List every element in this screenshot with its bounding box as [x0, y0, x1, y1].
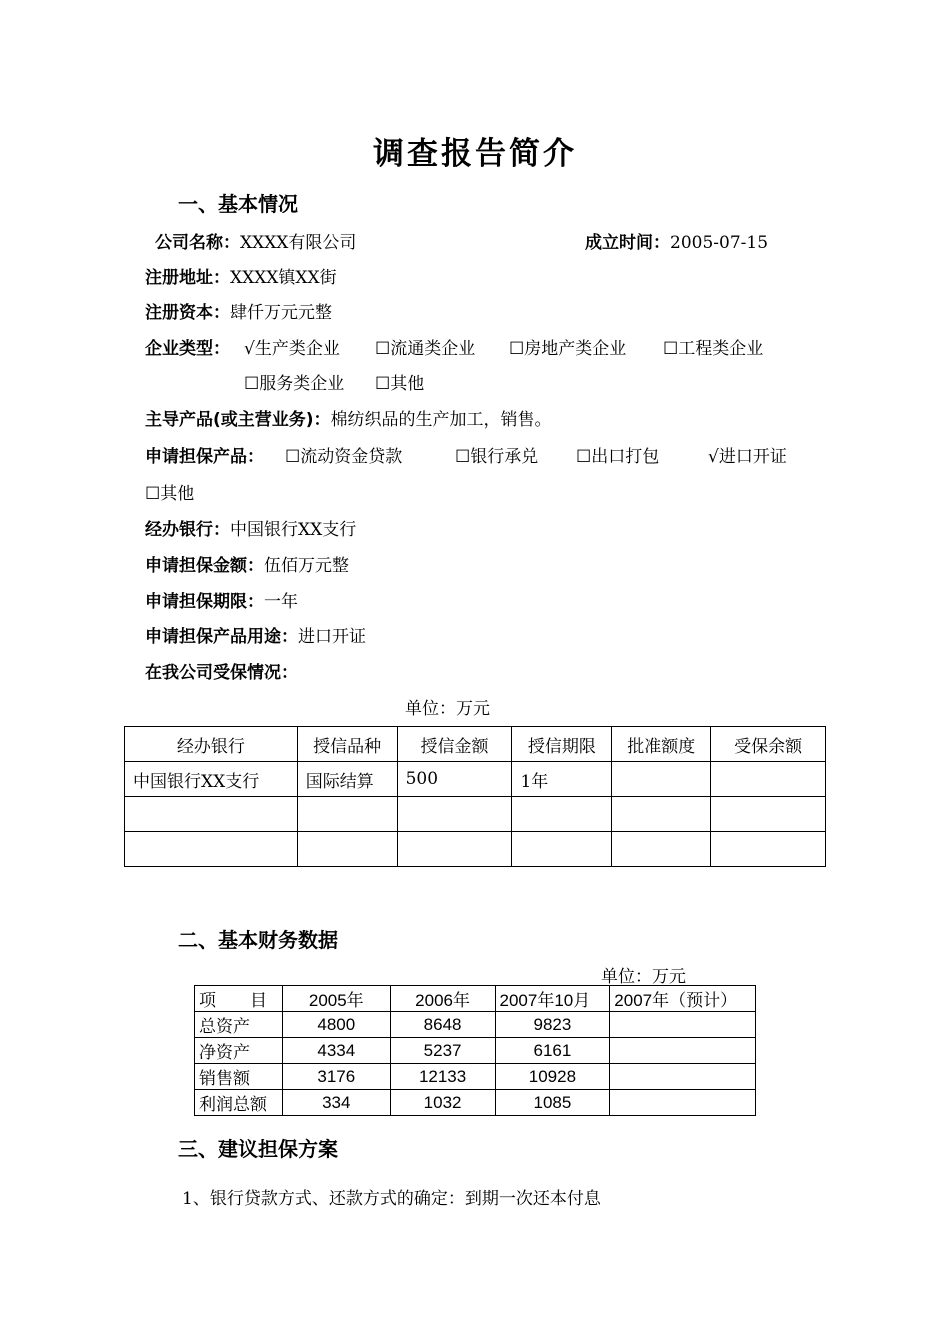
table-cell [612, 797, 711, 832]
row-label: 销售额 [195, 1064, 283, 1090]
column-header: 经办银行 [125, 727, 298, 762]
company-name-value: XXXX有限公司 [240, 233, 357, 253]
column-header: 2006年 [390, 986, 495, 1012]
company-type-label: 企业类型： [145, 339, 230, 359]
bank-value: 中国银行XX支行 [230, 520, 357, 540]
column-header: 授信期限 [512, 727, 612, 762]
company-type-option: ☐房地产类企业 [509, 339, 627, 359]
address-label: 注册地址： [145, 268, 230, 288]
guarantee-product-option: ☐流动资金贷款 [285, 447, 403, 467]
term-label: 申请担保期限： [145, 592, 264, 612]
term-line [145, 587, 298, 612]
table-row [195, 1090, 756, 1116]
column-header: 批准额度 [612, 727, 711, 762]
table-cell [297, 832, 397, 867]
term-value: 一年 [264, 592, 298, 612]
amount-value: 伍佰万元整 [264, 556, 349, 576]
table-header-row [125, 727, 826, 762]
row-label: 净资产 [195, 1038, 283, 1064]
usage-line [145, 622, 366, 647]
company-type-option: ☐其他 [375, 374, 425, 394]
plan-item: 1、银行贷款方式、还款方式的确定：到期一次还本付息 [182, 1189, 601, 1209]
section-heading-basic: 一、基本情况 [178, 192, 298, 216]
column-header: 2007年10月 [495, 986, 610, 1012]
table-cell [610, 1064, 756, 1090]
address-line [145, 263, 337, 288]
column-header: 项 目 [195, 986, 283, 1012]
table-cell: 4800 [282, 1012, 390, 1038]
company-type-option: ☐流通类企业 [375, 339, 476, 359]
guarantee-product-option: ☐出口打包 [576, 447, 660, 467]
usage-label: 申请担保产品用途： [145, 627, 298, 647]
guarantee-product-option: √进口开证 [708, 447, 787, 467]
guarantee-product-label: 申请担保产品： [145, 447, 264, 467]
table-cell: 8648 [390, 1012, 495, 1038]
row-label: 总资产 [195, 1012, 283, 1038]
financial-data-table [194, 985, 756, 1116]
table-row [195, 1038, 756, 1064]
amount-label: 申请担保金额： [145, 556, 264, 576]
section-heading-plan: 三、建议担保方案 [178, 1137, 338, 1161]
table-cell [612, 762, 711, 797]
table-cell [610, 1090, 756, 1116]
column-header: 授信金额 [397, 727, 512, 762]
bank-line [145, 515, 356, 540]
table-cell [125, 832, 298, 867]
column-header: 2007年（预计） [610, 986, 756, 1012]
founded-line [585, 228, 768, 253]
history-label: 在我公司受保情况： [145, 663, 298, 683]
table-cell: 5237 [390, 1038, 495, 1064]
table-cell: 334 [282, 1090, 390, 1116]
table-cell [512, 797, 612, 832]
table-cell [711, 832, 826, 867]
company-name-label: 公司名称： [155, 233, 240, 253]
table-header-row [195, 986, 756, 1012]
row-label: 利润总额 [195, 1090, 283, 1116]
table-row [125, 832, 826, 867]
company-type-line [145, 334, 230, 359]
table-cell [711, 762, 826, 797]
table-cell: 1年 [512, 762, 612, 797]
table-cell: 中国银行XX支行 [125, 762, 298, 797]
capital-value: 肆仟万元元整 [230, 303, 332, 323]
column-header: 授信品种 [297, 727, 397, 762]
table-cell [125, 797, 298, 832]
table-cell: 4334 [282, 1038, 390, 1064]
table-cell: 12133 [390, 1064, 495, 1090]
unit-label: 单位：万元 [405, 699, 490, 719]
column-header: 2005年 [282, 986, 390, 1012]
table-row [125, 762, 826, 797]
table-cell [397, 832, 512, 867]
founded-label: 成立时间： [585, 233, 670, 253]
table-cell: 6161 [495, 1038, 610, 1064]
table-cell: 10928 [495, 1064, 610, 1090]
company-type-option: √生产类企业 [244, 339, 340, 359]
table-cell [711, 797, 826, 832]
main-product-value: 棉纺织品的生产加工，销售。 [330, 410, 552, 430]
guarantee-product-option: ☐其他 [145, 484, 195, 504]
usage-value: 进口开证 [298, 627, 366, 647]
unit-label: 单位：万元 [601, 967, 686, 987]
table-cell: 1085 [495, 1090, 610, 1116]
table-cell [397, 797, 512, 832]
table-cell: 1032 [390, 1090, 495, 1116]
page-title: 调查报告简介 [373, 136, 577, 172]
table-row [195, 1064, 756, 1090]
table-cell: 3176 [282, 1064, 390, 1090]
table-cell [610, 1012, 756, 1038]
table-row [195, 1012, 756, 1038]
table-cell [612, 832, 711, 867]
table-cell: 国际结算 [297, 762, 397, 797]
bank-label: 经办银行： [145, 520, 230, 540]
main-product-line [145, 405, 552, 430]
guarantee-history-table [124, 726, 826, 867]
table-row [125, 797, 826, 832]
company-name-line [155, 228, 356, 253]
main-product-label: 主导产品(或主营业务)： [145, 410, 331, 430]
company-type-option: ☐服务类企业 [244, 374, 345, 394]
table-cell [297, 797, 397, 832]
table-cell [512, 832, 612, 867]
amount-line [145, 551, 349, 576]
capital-label: 注册资本： [145, 303, 230, 323]
table-cell: 500 [397, 762, 512, 797]
address-value: XXXX镇XX街 [230, 268, 337, 288]
history-line [145, 658, 298, 683]
guarantee-product-option: ☐银行承兑 [455, 447, 539, 467]
guarantee-product-line [145, 442, 264, 467]
section-heading-finance: 二、基本财务数据 [178, 928, 338, 952]
table-cell [610, 1038, 756, 1064]
capital-line [145, 298, 332, 323]
founded-value: 2005-07-15 [670, 233, 769, 253]
column-header: 受保余额 [711, 727, 826, 762]
company-type-option: ☐工程类企业 [663, 339, 764, 359]
table-cell: 9823 [495, 1012, 610, 1038]
